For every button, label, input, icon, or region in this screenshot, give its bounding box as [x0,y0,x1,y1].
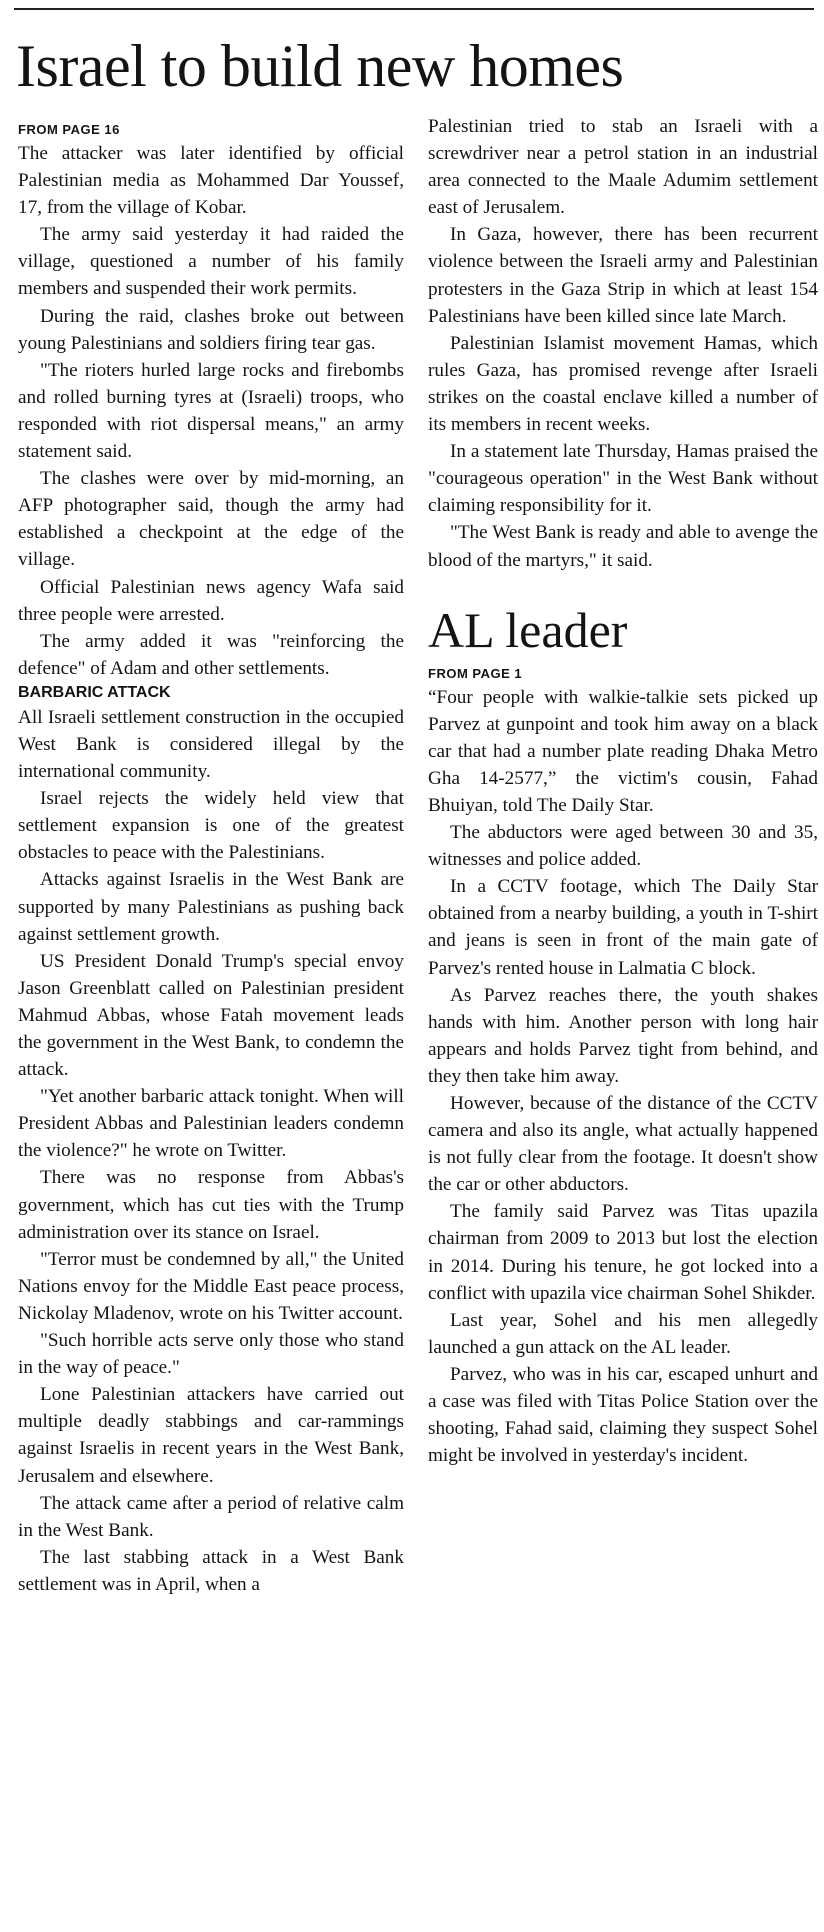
paragraph: The army added it was "reinforcing the defence" of Adam and other settlements. [18,630,404,679]
paragraph: In a CCTV footage, which The Daily Star obtained from a nearby building, a youth in T-shirt and jeans is seen in front of the main gate of Parvez's rented house in Lalmatia C block. [428,876,818,979]
paragraph: The attack came after a period of relative calm in the West Bank. [18,1492,404,1541]
paragraph: “Four people with walkie-talkie sets picked up Parvez at gunpoint and took him away on a black car that had a number plate reading Dhaka Metro Gha 14-2577,” the victim's cousin, Fahad Bhuiyan, told The Daily Star. [428,686,818,816]
paragraph: In a statement late Thursday, Hamas praised the "courageous operation" in the West Bank without claiming responsibility for it. [428,441,818,517]
paragraph: The last stabbing attack in a West Bank settlement was in April, when a [18,1546,404,1595]
subhead-barbaric-attack: BARBARIC ATTACK [18,683,171,701]
paragraph: However, because of the distance of the CCTV camera and also its angle, what actually happened is not fully clear from the footage. It doesn't show the car or other abductors. [428,1093,818,1196]
paragraph: During the raid, clashes broke out between young Palestinians and soldiers firing tear gas. [18,305,404,354]
paragraph: "Yet another barbaric attack tonight. When will President Abbas and Palestinian leaders condemn the violence?" he wrote on Twitter. [18,1086,404,1162]
paragraph: The army said yesterday it had raided the village, questioned a number of his family members and suspended their work permits. [18,224,404,300]
top-rule [14,8,814,10]
headline-israel: Israel to build new homes [16,33,624,99]
paragraph: There was no response from Abbas's government, which has cut ties with the Trump administration over its stance on Israel. [18,1167,404,1243]
paragraph: "The West Bank is ready and able to avenge the blood of the martyrs," it said. [428,522,818,571]
paragraph: "Terror must be condemned by all," the United Nations envoy for the Middle East peace process, Nickolay Mladenov, wrote on his Twitter account. [18,1248,404,1324]
paragraph: All Israeli settlement construction in the occupied West Bank is considered illegal by the international community. [18,706,404,783]
dateline-from-page-1: FROM PAGE 1 [428,665,523,681]
paragraph: "Such horrible acts serve only those who stand in the way of peace." [18,1330,404,1379]
paragraph: "The rioters hurled large rocks and firebombs and rolled burning tyres at (Israeli) troops, who responded with riot dispersal means," an army statement said. [18,359,404,463]
paragraph: Lone Palestinian attackers have carried out multiple deadly stabbings and car-rammings against Israelis in recent years in the West Bank, Jerusalem and elsewhere. [18,1384,404,1487]
paragraph: Parvez, who was in his car, escaped unhurt and a case was filed with Titas Police Station over the shooting, Fahad said, claiming they suspect Sohel might be involved in yesterday's incident. [428,1363,818,1467]
paragraph: Official Palestinian news agency Wafa said three people were arrested. [18,576,404,625]
right-column [428,113,818,1469]
headline-al-leader: AL leader [428,601,628,658]
paragraph: Israel rejects the widely held view that settlement expansion is one of the greatest obstacles to peace with the Palestinians. [18,788,404,864]
paragraph: The family said Parvez was Titas upazila chairman from 2009 to 2013 but lost the election in 2014. During his tenure, he got locked into a conflict with upazila vice chairman Sohel Shikder. [428,1201,818,1304]
paragraph: Palestinian tried to stab an Israeli with a screwdriver near a petrol station in an industrial area connected to the Maale Adumim settlement east of Jerusalem. [428,116,818,219]
left-column [18,120,404,1598]
paragraph: The attacker was later identified by official Palestinian media as Mohammed Dar Youssef, 17, from the village of Kobar. [18,143,404,219]
paragraph: As Parvez reaches there, the youth shakes hands with him. Another person with long hair appears and holds Parvez tight from behind, and they then take him away. [428,984,818,1087]
paragraph: In Gaza, however, there has been recurrent violence between the Israeli army and Palestinian protesters in the Gaza Strip in which at least 154 Palestinians have been killed since late March. [428,224,818,327]
paragraph: The abductors were aged between 30 and 35, witnesses and police added. [428,822,818,871]
paragraph: Attacks against Israelis in the West Bank are supported by many Palestinians as pushing back against settlement growth. [18,869,404,945]
paragraph: Last year, Sohel and his men allegedly launched a gun attack on the AL leader. [428,1309,818,1358]
dateline-from-page-16: FROM PAGE 16 [18,122,120,137]
paragraph: Palestinian Islamist movement Hamas, which rules Gaza, has promised revenge after Israeli strikes on the coastal enclave killed a number of its members in recent weeks. [428,332,818,436]
paragraph: US President Donald Trump's special envoy Jason Greenblatt called on Palestinian president Mahmud Abbas, whose Fatah movement leads the government in the West Bank, to condemn the attack. [18,950,404,1081]
paragraph: The clashes were over by mid-morning, an AFP photographer said, though the army had established a checkpoint at the edge of the village. [18,468,404,571]
